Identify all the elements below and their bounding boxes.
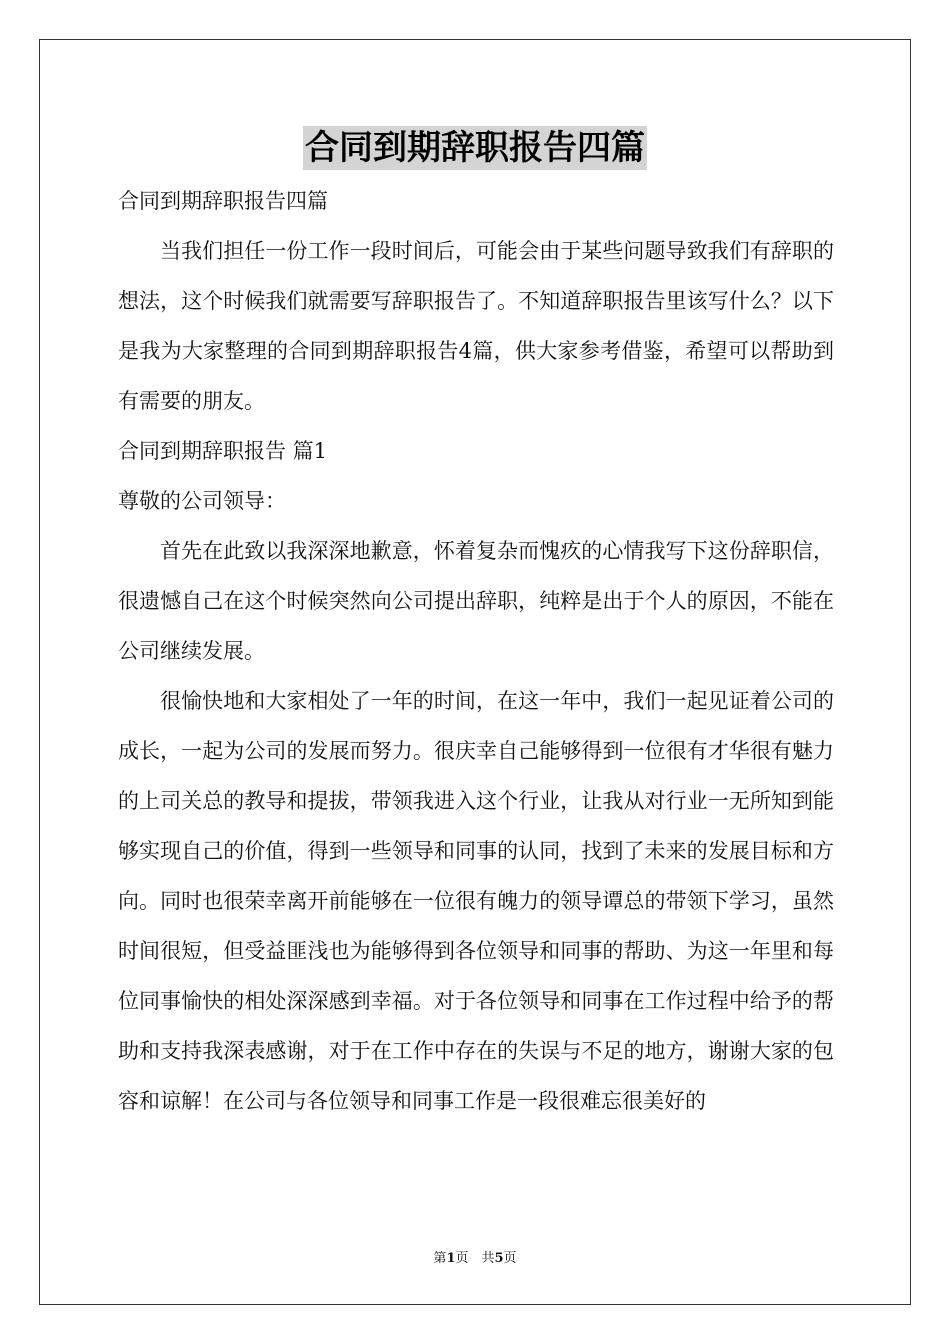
paragraph-gratitude: 很愉快地和大家相处了一年的时间，在这一年中，我们一起见证着公司的成长，一起为公司的发展而努力。很庆幸自己能够得到一位很有才华很有魅力的上司关总的教导和提拔，带领我进入这个行业，让我从对行业一无所知到能够实现自己的价值，得到一些领导和同事的认同，找到了未来的发展目标和方向。同时也很荣幸离开前能够在一位很有魄力的领导谭总的带领下学习，虽然时间很短，但受益匪浅也为能够得到各位领导和同事的帮助、为这一年里和每位同事愉快的相处深深感到幸福。对于各位领导和同事在工作过程中给予的帮助和支持我深表感谢，对于在工作中存在的失误与不足的地方，谢谢大家的包容和谅解！在公司与各位领导和同事工作是一段很难忘很美好的 bbox=[118, 689, 834, 1113]
paragraph-subtitle: 合同到期辞职报告四篇 bbox=[118, 189, 328, 213]
footer-page-prefix: 第 bbox=[433, 1251, 447, 1266]
footer-page-mid: 页 共 bbox=[455, 1251, 495, 1266]
page-footer bbox=[0, 1247, 950, 1266]
footer-page-total: 5 bbox=[494, 1251, 504, 1266]
document-title: 合同到期辞职报告四篇 bbox=[305, 128, 645, 168]
section-heading: 合同到期辞职报告 篇1 bbox=[118, 439, 328, 463]
salutation: 尊敬的公司领导： bbox=[118, 489, 286, 513]
footer-page-current: 1 bbox=[446, 1251, 456, 1266]
document-body bbox=[118, 176, 834, 1126]
footer-page-suffix: 页 bbox=[503, 1251, 517, 1266]
paragraph-intro: 当我们担任一份工作一段时间后，可能会由于某些问题导致我们有辞职的想法，这个时候我们就需要写辞职报告了。不知道辞职报告里该写什么？以下是我为大家整理的合同到期辞职报告4篇，供大家参考借鉴，希望可以帮助到有需要的朋友。 bbox=[118, 239, 834, 413]
paragraph-apology: 首先在此致以我深深地歉意，怀着复杂而愧疚的心情我写下这份辞职信，很遗憾自己在这个时候突然向公司提出辞职，纯粹是出于个人的原因，不能在公司继续发展。 bbox=[118, 539, 834, 663]
title-container bbox=[0, 126, 950, 170]
